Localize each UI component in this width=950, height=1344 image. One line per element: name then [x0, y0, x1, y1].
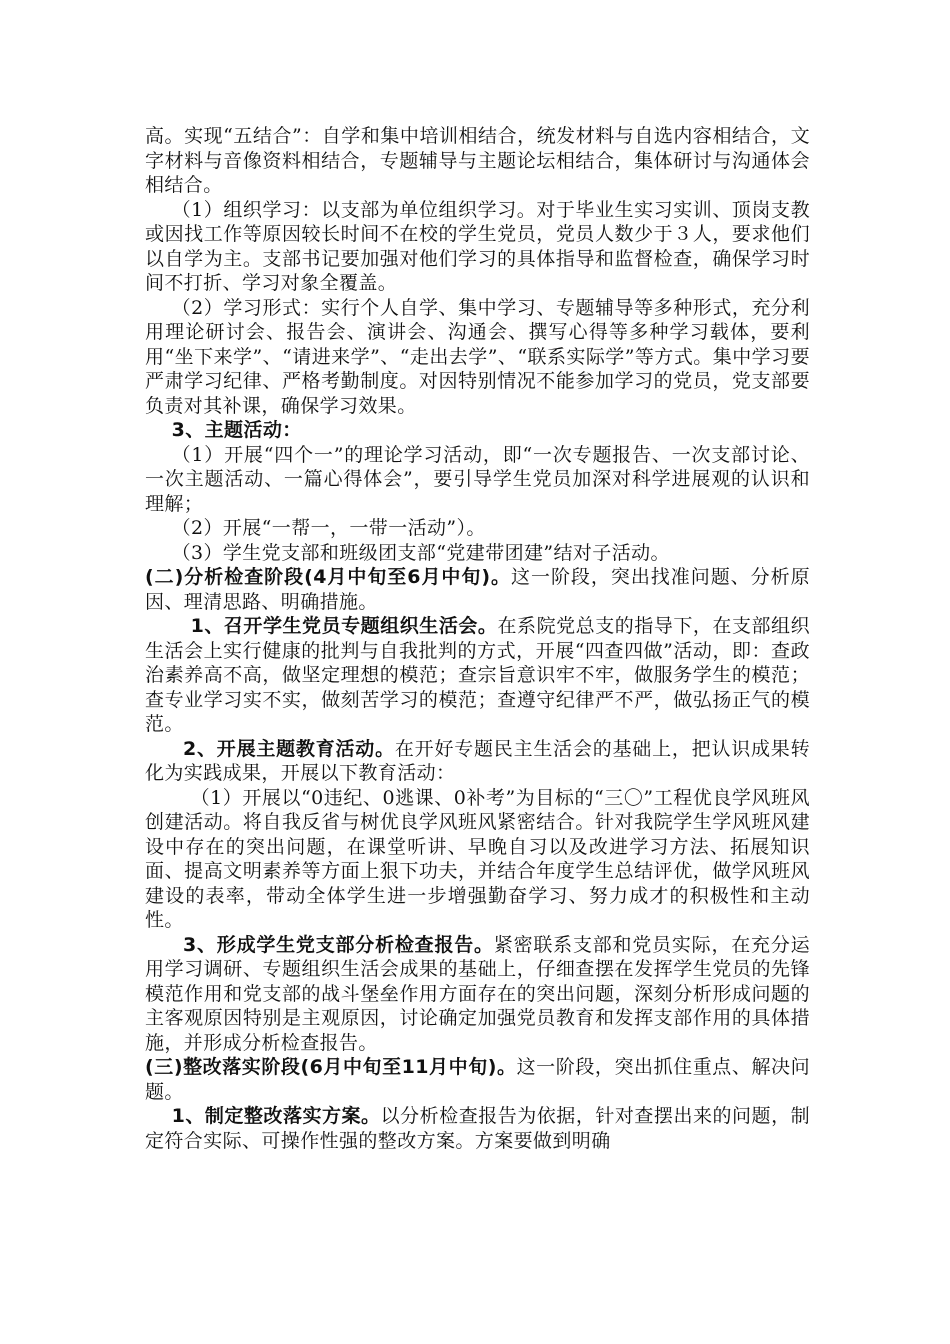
paragraph-analysis-report: [145, 933, 810, 1056]
paragraph-party-league: （3）学生党支部和班级团支部“党建带团建”结对子活动。: [171, 541, 670, 564]
paragraph-theme-education: [145, 737, 810, 786]
paragraph-one-help-one: （2）开展“一帮一，一带一活动”）。: [171, 517, 486, 539]
theme-education-text: 在开好专题民主生活会的基础上，把认识成果转化为实践成果，开展以下教育活动：: [145, 737, 810, 784]
analysis-report-text: 紧密联系支部和党员实际，在充分运用学习调研、专题组织生活会成果的基础上，仔细查摆在发挥学生党员的先锋模范作用和党支部的战斗堡垒作用方面存在的突出问题，深刻分析形成问题的主客观原因特别是主观原因，讨论确定加强党员教育和发挥支部作用的具体措施，并形成分析检查报告。: [145, 933, 811, 1054]
paragraph-organize-study: （1）组织学习：以支部为单位组织学习。对于毕业生实习实训、顶岗支教或因找工作等原因较长时间不在校的学生党员，党员人数少于３人，要求他们以自学为主。支部书记要加强对他们学习的具体指导和监督检查，确保学习时间不打折、学习对象全覆盖。: [145, 198, 810, 294]
section-rectification-title: (三)整改落实阶段(6月中旬至11月中旬)。: [145, 1056, 517, 1078]
rectification-plan-text: 以分析检查报告为依据，针对查摆出来的问题，制定符合实际、可操作性强的整改方案。方案要做到明确: [145, 1105, 810, 1152]
section-analysis-check: [145, 565, 810, 614]
paragraph-life-meeting: [145, 614, 810, 737]
paragraph-three-zero-project: （1）开展以“0违纪、0逃课、0补考”为目标的“三〇”工程优良学风班风创建活动。将自我反省与树优良学风班风紧密结合。针对我院学生学风班风建设中存在的突出问题，在课堂听讲、早晚自习以及改进学习方法、拓展知识面、提高文明素养等方面上狠下功夫，并结合年度学生总结评优，做学风班风建设的表率，带动全体学生进一步增强勤奋学习、努力成才的积极性和主动性。: [145, 786, 810, 931]
section-rectification: [145, 1055, 810, 1104]
paragraph-rectification-plan: [145, 1104, 810, 1153]
section-rectification-text: 这一阶段，突出抓住重点、解决问题。: [145, 1056, 810, 1103]
paragraph-five-combinations: 高。实现“五结合”：自学和集中培训相结合，统发材料与自选内容相结合，文字材料与音像资料相结合，专题辅导与主题论坛相结合，集体研讨与沟通体会相结合。: [145, 125, 810, 196]
rectification-plan-title: 1、制定整改落实方案。: [171, 1105, 381, 1127]
paragraph-study-forms: （2）学习形式：实行个人自学、集中学习、专题辅导等多种形式，充分利用理论研讨会、报告会、演讲会、沟通会、撰写心得等多种学习载体，要利用“坐下来学”、“请进来学”、“走出去学”、“联系实际学”等方式。集中学习要严肃学习纪律、严格考勤制度。对因特别情况不能参加学习的党员，党支部要负责对其补课，确保学习效果。: [145, 296, 810, 417]
section-analysis-check-text: 这一阶段，突出找准问题、分析原因、理清思路、明确措施。: [145, 566, 810, 613]
heading-theme-activities: 3、主题活动：: [171, 419, 302, 441]
life-meeting-title: 1、召开学生党员专题组织生活会。: [190, 615, 498, 637]
theme-education-title: 2、开展主题教育活动。: [183, 737, 395, 760]
section-analysis-check-title: (二)分析检查阶段(4月中旬至6月中旬)。: [145, 566, 511, 588]
life-meeting-text: 在系院党总支的指导下，在支部组织生活会上实行健康的批判与自我批判的方式，开展“四查四做”活动，即：查政治素养高不高，做坚定理想的模范；查宗旨意识牢不牢，做服务学生的模范；查专业学习实不实，做刻苦学习的模范；查遵守纪律严不严，做弘扬正气的模范。: [145, 615, 811, 735]
paragraph-four-ones: （1）开展“四个一”的理论学习活动，即“一次专题报告、一次支部讨论、一次主题活动、一篇心得体会”，要引导学生党员加深对科学进展观的认识和理解；: [145, 443, 810, 515]
analysis-report-title: 3、形成学生党支部分析检查报告。: [183, 933, 494, 956]
document-body: [145, 124, 810, 1153]
